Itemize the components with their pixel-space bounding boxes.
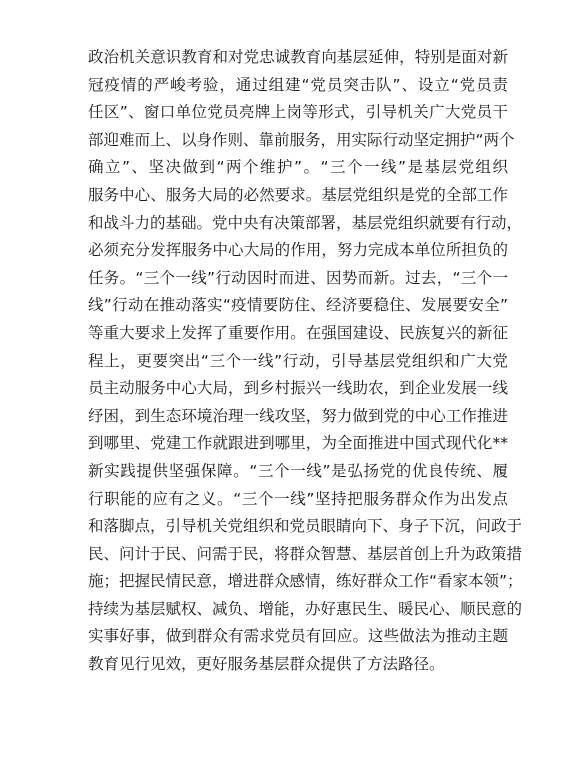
text-line: 部迎难而上、以身作则、靠前服务，用实际行动坚定拥护“两个	[88, 130, 515, 149]
text-line: 行职能的应有之义。“三个一线”坚持把服务群众作为出发点	[88, 489, 508, 508]
text-line: 任务。“三个一线”行动因时而进、因势而新。过去，“三个一	[88, 268, 508, 287]
text-line: 政治机关意识教育和对党忠诚教育向基层延伸，特别是面对新	[88, 48, 508, 66]
text-line: 和战斗力的基础。党中央有决策部署，基层党组织就要有行动，	[88, 213, 523, 232]
text-line: 实事好事，做到群众有需求党员有回应。这些做法为推动主题	[88, 627, 508, 646]
text-line: 等重大要求上发挥了重要作用。在强国建设、民族复兴的新征	[88, 323, 508, 342]
text-line: 冠疫情的严峻考验，通过组建“党员突击队”、设立“党员责	[88, 75, 508, 94]
text-line: 任区”、窗口单位党员亮牌上岗等形式，引导机关广大党员干	[88, 103, 508, 122]
body-paragraph	[88, 44, 523, 679]
text-line: 必须充分发挥服务中心大局的作用，努力完成本单位所担负的	[88, 241, 508, 260]
text-line: 到哪里、党建工作就跟进到哪里，为全面推进中国式现代化**	[88, 434, 508, 453]
text-line: 确立”、坚决做到“两个维护”。“三个一线”是基层党组织	[88, 158, 508, 177]
text-line: 程上，更要突出“三个一线”行动，引导基层党组织和广大党	[88, 351, 508, 370]
text-line: 和落脚点，引导机关党组织和党员眼睛向下、身子下沉，问政于	[88, 517, 523, 536]
text-line: 线”行动在推动落实“疫情要防住、经济要稳住、发展要安全”	[88, 296, 508, 315]
text-line: 持续为基层赋权、减负、增能，办好惠民生、暖民心、顺民意的	[88, 599, 523, 618]
text-line: 服务中心、服务大局的必然要求。基层党组织是党的全部工作	[88, 185, 508, 204]
text-line: 纾困，到生态环境治理一线攻坚，努力做到党的中心工作推进	[88, 406, 508, 425]
text-line: 新实践提供坚强保障。“三个一线”是弘扬党的优良传统、履	[88, 461, 508, 480]
text-line: 施；把握民情民意，增进群众感情，练好群众工作“看家本领”；	[88, 572, 523, 591]
text-line: 员主动服务中心大局，到乡村振兴一线助农，到企业发展一线	[88, 379, 508, 398]
text-line-last: 教育见行见效，更好服务基层群众提供了方法路径。	[88, 655, 445, 674]
text-line: 民、问计于民、问需于民，将群众智慧、基层首创上升为政策措	[88, 544, 523, 563]
